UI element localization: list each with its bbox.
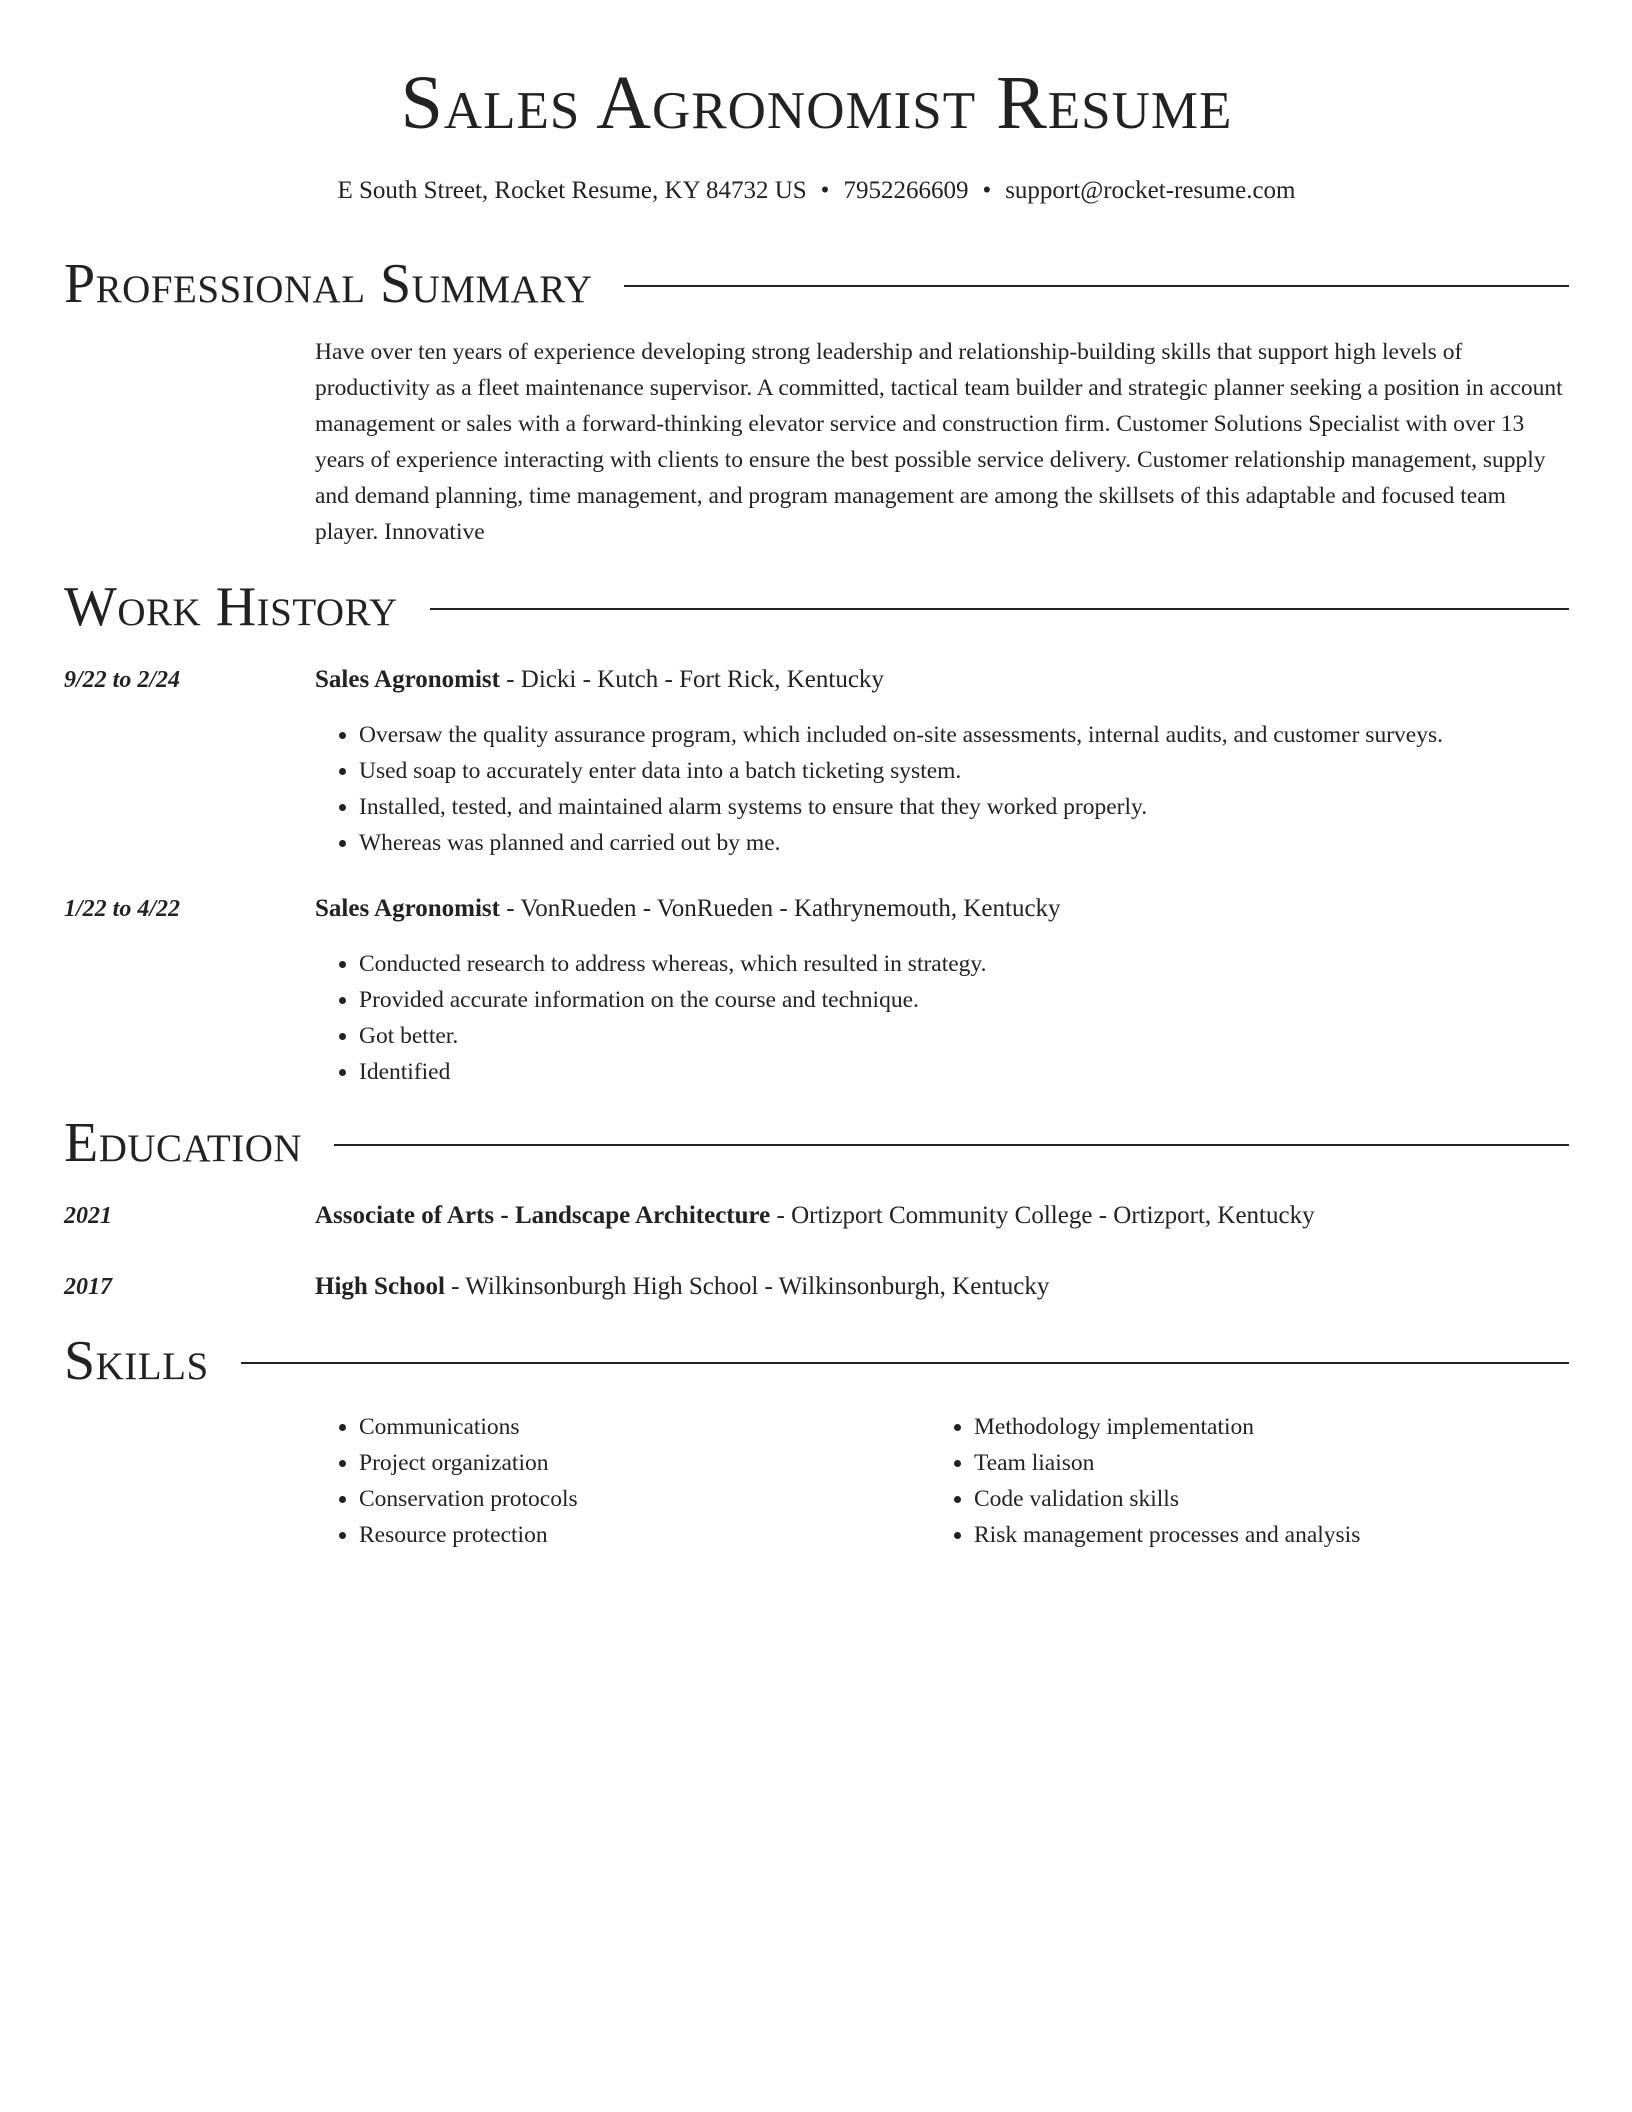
list-item: • Used soap to accurately enter data into a batch ticketing system. — [359, 753, 1443, 789]
skill-item: • Resource protection — [359, 1517, 919, 1553]
section-divider — [430, 608, 1569, 610]
job-dates: 9/22 to 2/24 — [64, 667, 181, 693]
skills-list-right — [930, 1409, 1594, 1553]
skill-item: • Conservation protocols — [359, 1481, 919, 1517]
skills-list-left — [315, 1409, 919, 1553]
job-title: Sales Agronomist — [315, 895, 500, 922]
skill-item: • Team liaison — [974, 1445, 1594, 1481]
list-item: • Got better. — [359, 1018, 987, 1054]
contact-address: E South Street, Rocket Resume, KY 84732 US — [337, 177, 807, 204]
education-year: 2021 — [64, 1203, 112, 1229]
education-heading-line — [315, 1270, 1049, 1304]
summary-text: Have over ten years of experience developing strong leadership and relationship-building skills that support high levels of productivity as a fleet maintenance supervisor. A committed, tactical team builder and strategic planner seeking a position in account management or sales with a forward-thinking elevator service and construction firm. Customer Solutions Specialist with over 13 years of experience interacting with clients to ensure the best possible service delivery. Customer relationship management, supply and demand planning, time management, and program management are among the skillsets of this adaptable and focused team player. Innovative — [315, 339, 1563, 545]
education-year: 2017 — [64, 1274, 112, 1300]
list-item: • Whereas was planned and carried out by me. — [359, 825, 1443, 861]
education-details: - Ortizport Community College - Ortizport, Kentucky — [770, 1202, 1315, 1229]
skills-heading: Skills — [64, 1330, 209, 1392]
education-degree: Associate of Arts - Landscape Architecture — [315, 1202, 771, 1229]
list-item: • Identified — [359, 1054, 987, 1090]
education-degree: High School — [315, 1273, 445, 1300]
work-heading: Work History — [64, 576, 398, 638]
job-title: Sales Agronomist — [315, 666, 500, 693]
skill-item: • Communications — [359, 1409, 919, 1445]
skill-item: • Project organization — [359, 1445, 919, 1481]
list-item: • Conducted research to address whereas, which resulted in strategy. — [359, 946, 987, 982]
job-heading — [315, 663, 884, 697]
section-divider — [241, 1362, 1569, 1364]
job-details: - VonRueden - VonRueden - Kathrynemouth, Kentucky — [499, 895, 1061, 922]
contact-phone: 7952266609 — [843, 177, 969, 204]
job-details: - Dicki - Kutch - Fort Rick, Kentucky — [499, 666, 884, 693]
skill-item: • Risk management processes and analysis — [974, 1517, 1594, 1553]
work-section-header — [64, 575, 1569, 639]
job-bullets — [315, 717, 1443, 861]
resume-title: Sales Agronomist Resume — [400, 61, 1233, 145]
section-divider — [334, 1144, 1569, 1146]
contact-separator: • — [982, 177, 992, 204]
job-heading — [315, 892, 1061, 926]
list-item: • Installed, tested, and maintained alarm systems to ensure that they worked properly. — [359, 789, 1443, 825]
list-item: • Oversaw the quality assurance program, which included on-site assessments, internal audits, and customer surveys. — [359, 717, 1443, 753]
education-details: - Wilkinsonburgh High School - Wilkinsonburgh, Kentucky — [444, 1273, 1050, 1300]
summary-heading: Professional Summary — [64, 253, 593, 315]
contact-email: support@rocket-resume.com — [1005, 177, 1296, 204]
job-bullets — [315, 946, 987, 1090]
skill-item: • Methodology implementation — [974, 1409, 1594, 1445]
skill-item: • Code validation skills — [974, 1481, 1594, 1517]
summary-section-header — [64, 252, 1569, 316]
education-heading: Education — [64, 1112, 303, 1174]
job-dates: 1/22 to 4/22 — [64, 896, 181, 922]
skills-section-header — [64, 1329, 1569, 1393]
section-divider — [624, 285, 1569, 287]
education-heading-line — [315, 1199, 1315, 1233]
contact-line — [64, 174, 1569, 208]
list-item: • Provided accurate information on the course and technique. — [359, 982, 987, 1018]
education-section-header — [64, 1111, 1569, 1175]
contact-separator: • — [820, 177, 830, 204]
